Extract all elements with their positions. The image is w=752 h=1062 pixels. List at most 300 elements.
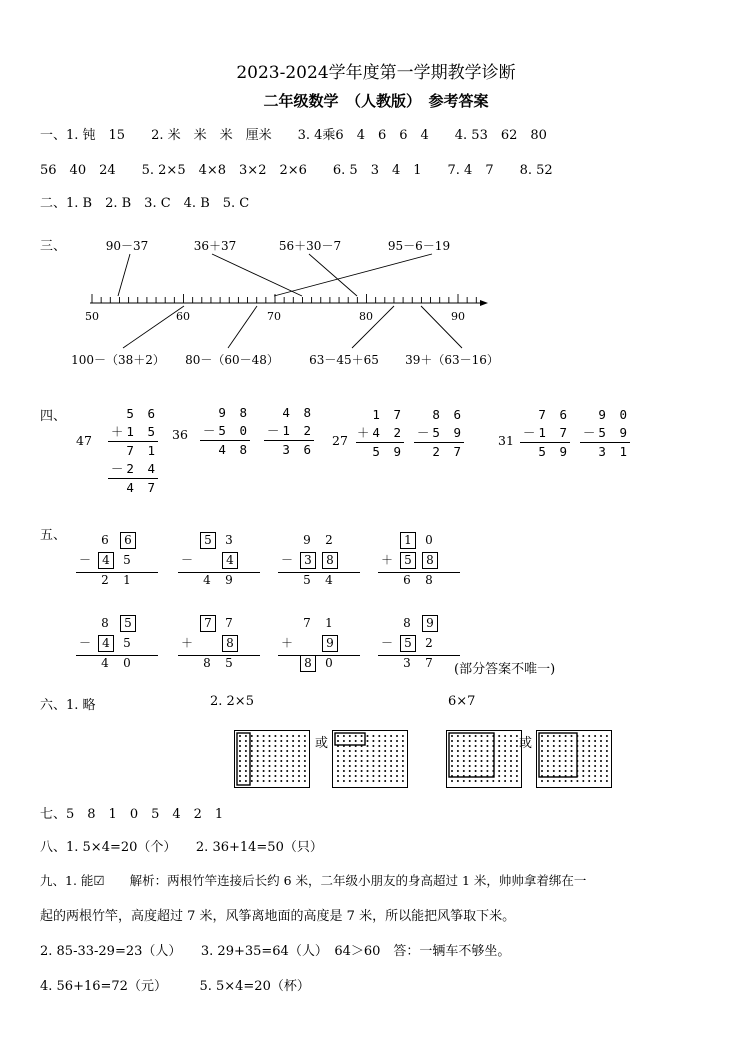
dot: [451, 765, 453, 767]
dot: [504, 770, 506, 772]
dot: [280, 760, 282, 762]
dot: [396, 780, 398, 782]
dot: [481, 760, 483, 762]
dot: [516, 755, 518, 757]
dot: [372, 775, 374, 777]
vertical-calc: 1 7 ＋4 2 5 9: [356, 407, 404, 459]
dot: [402, 760, 404, 762]
dot: [547, 735, 549, 737]
dot: [463, 745, 465, 747]
section9-line4: 4. 56+16=72（元） 5. 5×4=20（杯）: [40, 979, 310, 994]
dot: [547, 770, 549, 772]
dot: [498, 750, 500, 752]
dot: [378, 780, 380, 782]
dot: [402, 780, 404, 782]
dot: [559, 780, 561, 782]
dot: [606, 740, 608, 742]
dot: [304, 780, 306, 782]
box-calc: 7 7 ＋ 8 8 5: [178, 614, 260, 674]
dot: [274, 780, 276, 782]
dot: [361, 740, 363, 742]
dot: [559, 755, 561, 757]
dot: [402, 740, 404, 742]
axis-arrow: [480, 300, 488, 306]
dot: [239, 755, 241, 757]
dot: [469, 770, 471, 772]
box-calc: 7 1 ＋ 9 8 0: [278, 614, 360, 674]
dot: [390, 780, 392, 782]
connector-lines: [118, 254, 462, 348]
dot: [396, 770, 398, 772]
dot: [384, 765, 386, 767]
dot: [384, 735, 386, 737]
dot: [553, 745, 555, 747]
dot: [606, 735, 608, 737]
dot: [274, 775, 276, 777]
dot: [510, 750, 512, 752]
dot: [343, 780, 345, 782]
dot: [504, 780, 506, 782]
dot: [361, 735, 363, 737]
dot: [251, 755, 253, 757]
dot: [367, 760, 369, 762]
dot: [559, 740, 561, 742]
dot: [559, 770, 561, 772]
dot: [372, 755, 374, 757]
dot: [571, 745, 573, 747]
dot: [239, 745, 241, 747]
dot: [251, 765, 253, 767]
dot: [269, 765, 271, 767]
dot: [594, 740, 596, 742]
dot: [451, 750, 453, 752]
dot: [594, 750, 596, 752]
dot: [280, 735, 282, 737]
dot: [367, 735, 369, 737]
dot: [251, 745, 253, 747]
axis-label: 80: [359, 310, 373, 323]
dot: [588, 775, 590, 777]
dot: [565, 760, 567, 762]
dot: [337, 780, 339, 782]
dot: [251, 775, 253, 777]
dot: [481, 750, 483, 752]
dot: [269, 750, 271, 752]
dot: [492, 780, 494, 782]
dot: [582, 750, 584, 752]
dot: [343, 740, 345, 742]
dot: [547, 765, 549, 767]
dot: [304, 775, 306, 777]
dot: [292, 775, 294, 777]
dot: [378, 770, 380, 772]
dot: [245, 775, 247, 777]
dot: [269, 760, 271, 762]
dot: [547, 740, 549, 742]
dot: [239, 770, 241, 772]
dot: [541, 745, 543, 747]
dot: [286, 775, 288, 777]
dot: [257, 735, 259, 737]
dot: [274, 745, 276, 747]
dot: [367, 740, 369, 742]
dot: [355, 770, 357, 772]
dot: [588, 740, 590, 742]
dot-array-6x7-b: [536, 730, 612, 788]
dot: [274, 750, 276, 752]
dot: [582, 745, 584, 747]
dot: [571, 755, 573, 757]
dot: [396, 750, 398, 752]
dot: [337, 755, 339, 757]
dot: [390, 760, 392, 762]
dot: [343, 735, 345, 737]
dot: [384, 745, 386, 747]
dot: [582, 760, 584, 762]
dot: [553, 760, 555, 762]
dot: [367, 745, 369, 747]
dot: [292, 735, 294, 737]
dot: [251, 735, 253, 737]
section1-line2: 56 40 24 5. 2×5 4×8 3×2 2×6 6. 5 3 4 1 7. 4 7 8. 52: [40, 163, 553, 178]
dot: [606, 780, 608, 782]
dot: [457, 750, 459, 752]
dot: [286, 760, 288, 762]
dot: [498, 740, 500, 742]
dot: [372, 735, 374, 737]
dot: [396, 775, 398, 777]
dot: [553, 770, 555, 772]
dot: [361, 755, 363, 757]
axis-label: 50: [85, 310, 99, 323]
section9-line1: 九、1. 能☑ 解析：两根竹竿连接后长约 6 米，二年级小朋友的身高超过 1 米，帅帅拿着绑在一: [40, 873, 587, 888]
dot: [553, 765, 555, 767]
bottom-expr: 39＋（63－16）: [405, 353, 499, 367]
dot: [457, 770, 459, 772]
dot: [257, 770, 259, 772]
dot: [600, 775, 602, 777]
dot: [469, 755, 471, 757]
dot: [594, 735, 596, 737]
dot: [504, 760, 506, 762]
dot: [600, 745, 602, 747]
dot: [463, 735, 465, 737]
dot: [367, 750, 369, 752]
dot: [286, 755, 288, 757]
dot: [367, 755, 369, 757]
dot: [457, 760, 459, 762]
dot: [516, 740, 518, 742]
dot: [298, 740, 300, 742]
dot: [402, 735, 404, 737]
section5-label: 五、: [40, 528, 67, 543]
dot: [274, 740, 276, 742]
dot: [510, 760, 512, 762]
dot: [304, 755, 306, 757]
dot: [343, 765, 345, 767]
dot: [304, 740, 306, 742]
section7-line: 七、5 8 1 0 5 4 2 1: [40, 807, 224, 822]
dot: [486, 770, 488, 772]
dot: [280, 745, 282, 747]
dot: [384, 770, 386, 772]
dot: [451, 740, 453, 742]
axis-label: 70: [267, 310, 281, 323]
bottom-expr: 80－（60－48）: [185, 353, 279, 367]
dot: [588, 760, 590, 762]
dot: [372, 760, 374, 762]
dot: [469, 765, 471, 767]
dot: [286, 780, 288, 782]
dot: [565, 735, 567, 737]
dot: [504, 735, 506, 737]
dot: [475, 745, 477, 747]
dot: [510, 755, 512, 757]
section2-line: 二、1. B 2. B 3. C 4. B 5. C: [40, 196, 250, 211]
calc-side-number: 36: [172, 427, 188, 442]
dot: [510, 740, 512, 742]
dot: [304, 770, 306, 772]
dot: [594, 745, 596, 747]
dot: [582, 770, 584, 772]
dot: [553, 740, 555, 742]
dot: [361, 765, 363, 767]
section9-line3: 2. 85-33-29=23（人） 3. 29+35=64（人） 64＞60 答：一辆车不够坐。: [40, 944, 511, 959]
dot: [541, 765, 543, 767]
section5-note: (部分答案不唯一): [454, 662, 556, 677]
dot: [463, 740, 465, 742]
vertical-calc: 9 8 －5 0 4 8: [200, 404, 250, 459]
dot: [588, 750, 590, 752]
dot: [298, 780, 300, 782]
dot: [510, 775, 512, 777]
dot: [469, 735, 471, 737]
dot: [337, 760, 339, 762]
dot: [463, 755, 465, 757]
dot: [257, 740, 259, 742]
dot: [349, 735, 351, 737]
dot: [337, 750, 339, 752]
dot: [582, 755, 584, 757]
dot: [378, 745, 380, 747]
connector-line: [274, 254, 432, 296]
calc-side-number: 31: [498, 433, 514, 448]
dot: [606, 745, 608, 747]
connector-line: [118, 254, 130, 296]
vertical-calc: 4 8 －1 2 3 6: [264, 404, 314, 459]
dot: [384, 755, 386, 757]
dot: [384, 740, 386, 742]
dot: [516, 745, 518, 747]
dot: [239, 765, 241, 767]
dot: [274, 765, 276, 767]
dot: [298, 750, 300, 752]
dot: [571, 765, 573, 767]
dot: [239, 740, 241, 742]
dot: [349, 765, 351, 767]
dot: [516, 770, 518, 772]
dot: [469, 745, 471, 747]
dot: [457, 735, 459, 737]
dot: [559, 765, 561, 767]
dot: [367, 765, 369, 767]
dot: [337, 770, 339, 772]
dot: [559, 735, 561, 737]
dot: [390, 745, 392, 747]
dot: [547, 760, 549, 762]
dot: [343, 755, 345, 757]
dot: [269, 735, 271, 737]
dot: [286, 745, 288, 747]
dot: [516, 760, 518, 762]
dot: [571, 780, 573, 782]
section4-label: 四、: [40, 409, 67, 424]
dot: [600, 765, 602, 767]
dot: [372, 740, 374, 742]
dot: [263, 745, 265, 747]
dot: [390, 740, 392, 742]
bottom-expr: 63－45＋65: [309, 353, 379, 367]
dot: [274, 755, 276, 757]
dot: [298, 745, 300, 747]
dot-array-2x5-a: [234, 730, 310, 788]
top-expr: 56＋30－7: [278, 239, 342, 253]
dot: [571, 740, 573, 742]
dot: [498, 775, 500, 777]
dot: [486, 740, 488, 742]
dot: [280, 770, 282, 772]
dot: [367, 770, 369, 772]
dot: [402, 750, 404, 752]
dot: [390, 750, 392, 752]
dot: [343, 760, 345, 762]
dot: [274, 770, 276, 772]
dot: [298, 775, 300, 777]
dot: [588, 755, 590, 757]
dot: [292, 755, 294, 757]
dot: [355, 740, 357, 742]
dot: [292, 750, 294, 752]
dot: [349, 770, 351, 772]
dot: [274, 735, 276, 737]
dot: [337, 740, 339, 742]
dot: [263, 750, 265, 752]
dot: [384, 775, 386, 777]
dot: [251, 770, 253, 772]
dot: [361, 770, 363, 772]
dot: [402, 775, 404, 777]
dot: [343, 770, 345, 772]
dot: [463, 750, 465, 752]
dot: [486, 765, 488, 767]
number-line-diagram: [60, 236, 520, 376]
dot: [463, 780, 465, 782]
dot: [286, 735, 288, 737]
dot: [372, 745, 374, 747]
dot: [594, 760, 596, 762]
dot: [571, 735, 573, 737]
dot: [451, 755, 453, 757]
dot: [504, 745, 506, 747]
array-frame: [447, 731, 522, 788]
dot: [257, 760, 259, 762]
page-subtitle: 二年级数学 （人教版） 参考答案: [263, 92, 489, 110]
dot: [361, 780, 363, 782]
dot: [245, 735, 247, 737]
dot: [372, 780, 374, 782]
calc-side-number: 47: [76, 433, 92, 448]
dot: [547, 755, 549, 757]
dot: [286, 770, 288, 772]
dot: [594, 755, 596, 757]
dot: [559, 760, 561, 762]
dot: [355, 750, 357, 752]
dot: [263, 735, 265, 737]
dot: [594, 780, 596, 782]
dot: [355, 765, 357, 767]
dot: [516, 775, 518, 777]
dot: [390, 770, 392, 772]
dot: [372, 750, 374, 752]
dot: [337, 765, 339, 767]
dot: [349, 760, 351, 762]
dot: [582, 780, 584, 782]
dot: [390, 735, 392, 737]
dot: [541, 755, 543, 757]
dot: [553, 755, 555, 757]
box-calc: 6 6 － 4 5 2 1: [76, 531, 158, 591]
dot: [292, 745, 294, 747]
dot: [298, 755, 300, 757]
dot: [594, 770, 596, 772]
dot: [402, 745, 404, 747]
connector-line: [309, 254, 357, 296]
dot: [481, 765, 483, 767]
top-expr: 36＋37: [193, 239, 237, 253]
dot: [263, 770, 265, 772]
dot: [251, 750, 253, 752]
dot: [576, 780, 578, 782]
section6-part3: 6×7: [448, 694, 476, 709]
dot: [304, 750, 306, 752]
dot: [600, 770, 602, 772]
dot: [239, 775, 241, 777]
dot: [582, 740, 584, 742]
dot: [504, 775, 506, 777]
array-frame: [537, 731, 612, 788]
dot: [390, 755, 392, 757]
dot: [280, 755, 282, 757]
section9-line2: 起的两根竹竿，高度超过 7 米，风筝离地面的高度是 7 米，所以能把风筝取下米。: [40, 909, 516, 924]
dot: [298, 760, 300, 762]
dot: [304, 760, 306, 762]
dot: [396, 760, 398, 762]
dot: [239, 735, 241, 737]
dot: [257, 755, 259, 757]
box-calc: 9 2 － 3 8 5 4: [278, 531, 360, 591]
dot: [498, 755, 500, 757]
dot: [263, 755, 265, 757]
dot: [510, 770, 512, 772]
dot: [565, 755, 567, 757]
dot: [475, 740, 477, 742]
dot: [355, 775, 357, 777]
dot: [504, 755, 506, 757]
dot: [378, 775, 380, 777]
dot: [481, 780, 483, 782]
connector-line: [212, 254, 302, 296]
dot: [263, 775, 265, 777]
